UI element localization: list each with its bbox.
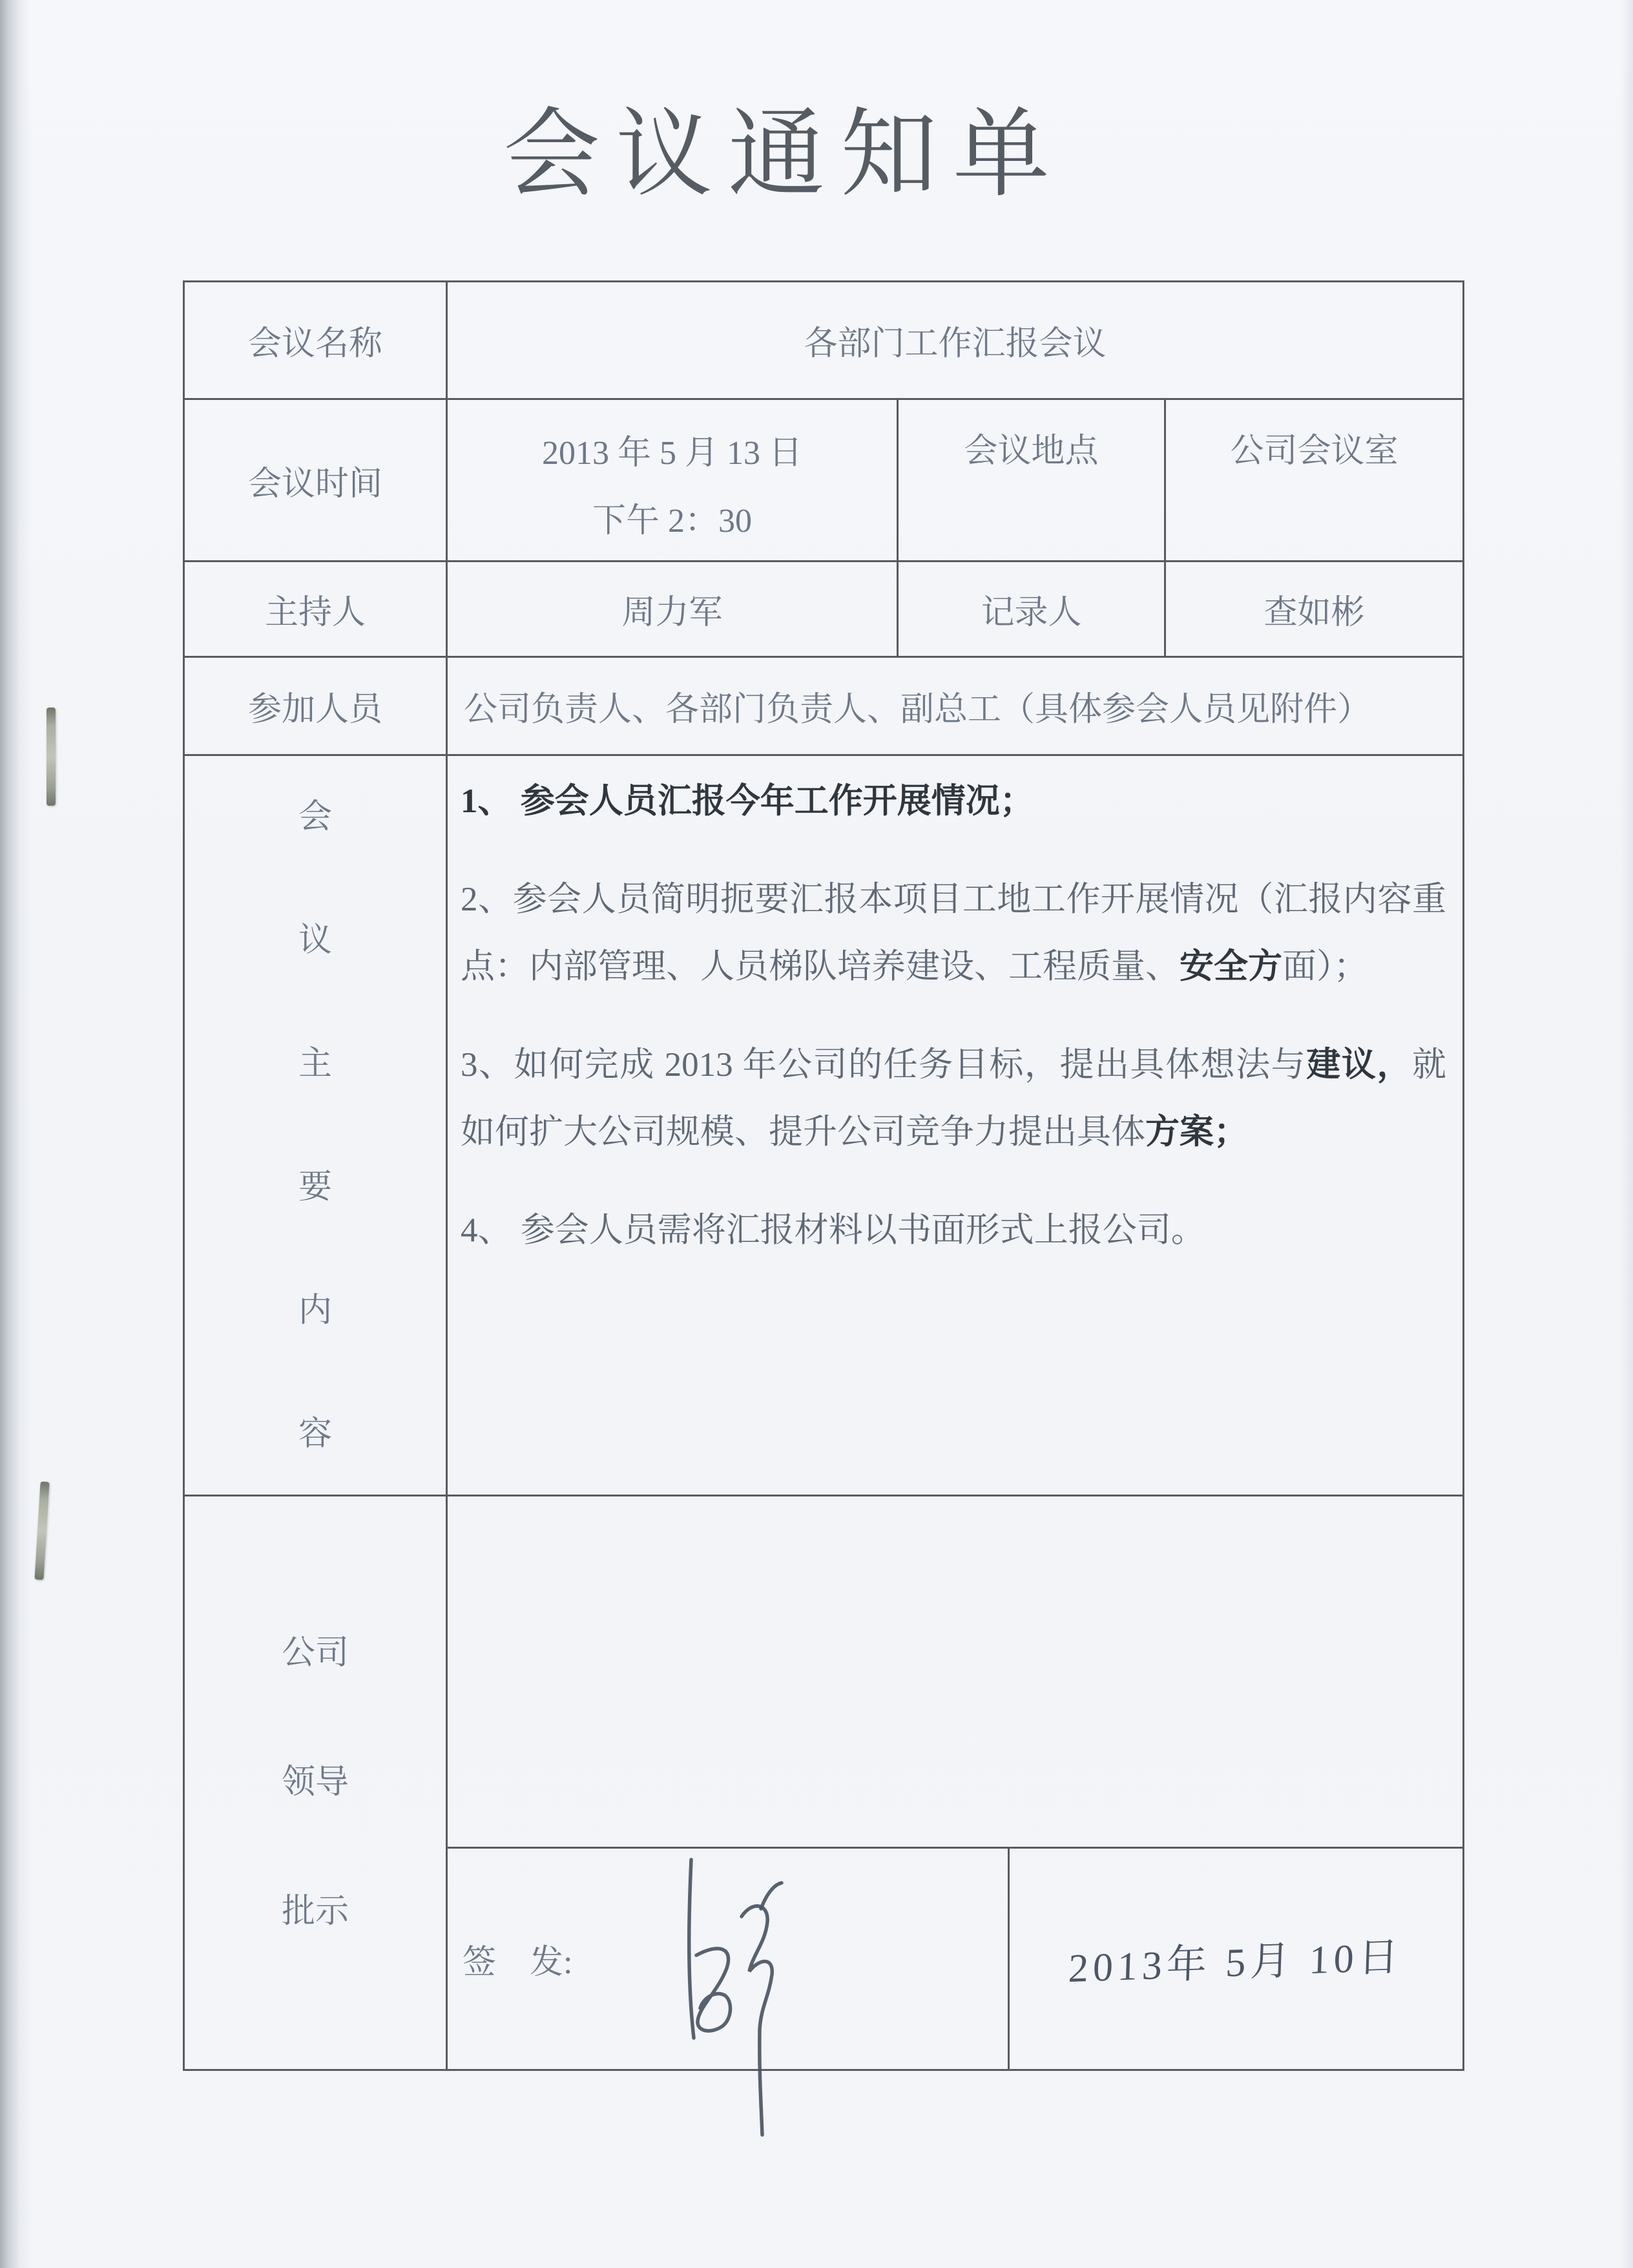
content-item: 2、参会人员简明扼要汇报本项目工地工作开展情况（汇报内容重点：内部管理、人员梯队培养建设、工程质量、安全方面）； <box>461 881 1446 985</box>
meeting-name-value: 各部门工作汇报会议 <box>448 282 1462 400</box>
meeting-notice-table <box>183 280 1464 2071</box>
host-label: 主持人 <box>185 562 448 658</box>
meeting-time-label: 会议时间 <box>185 400 448 562</box>
meeting-date-line: 2013 年 5 月 13 日 <box>541 435 802 472</box>
sign-issue-label: 签 发: <box>448 1849 1010 2069</box>
handwritten-signature <box>665 1845 807 2149</box>
content-label <box>185 756 448 1496</box>
leader-approval-blank <box>448 1496 1462 1849</box>
recorder-label: 记录人 <box>899 562 1166 658</box>
content-item: 3、如何完成 2013 年公司的任务目标，提出具体想法与建议，就如何扩大公司规模、提升公司竞争力提出具体方案； <box>461 1046 1447 1151</box>
staple-icon <box>47 708 56 806</box>
leader-approval-label <box>185 1496 448 2069</box>
content-label-char: 容 <box>298 1415 332 1453</box>
meeting-place-value: 公司会议室 <box>1166 400 1462 562</box>
leader-approval-label-line: 批示 <box>281 1893 349 1930</box>
page-title: 会议通知单 <box>503 101 1065 209</box>
recorder-value: 查如彬 <box>1166 562 1462 658</box>
content-label-char: 主 <box>298 1045 332 1082</box>
content-label-char: 要 <box>298 1168 332 1206</box>
participants-label: 参加人员 <box>185 658 448 756</box>
content-item: 1、 参会人员汇报今年工作开展情况； <box>461 782 1034 820</box>
participants-value: 公司负责人、各部门负责人、副总工（具体参会人员见附件） <box>448 658 1462 756</box>
sign-date-handwritten <box>1010 1849 1462 2069</box>
content-label-char: 议 <box>298 921 332 959</box>
page-edge-shadow <box>0 0 31 2268</box>
content-label-char: 会 <box>298 798 332 835</box>
content-item: 4、 参会人员需将汇报材料以书面形式上报公司。 <box>461 1212 1205 1249</box>
meeting-name-label: 会议名称 <box>185 282 448 400</box>
host-value: 周力军 <box>448 562 899 658</box>
leader-approval-label-line: 公司 <box>281 1635 349 1672</box>
meeting-hour-line: 下午 2：30 <box>592 503 752 540</box>
handwritten-date-text: 2013年 5月 10日 <box>1068 1935 1404 1991</box>
leader-approval-label-line: 领导 <box>281 1764 349 1801</box>
page-edge-shadow-right <box>1620 0 1633 2268</box>
content-label-char: 内 <box>298 1292 332 1329</box>
meeting-time-value <box>448 400 899 562</box>
staple-icon <box>34 1482 49 1580</box>
content-items <box>448 756 1462 1496</box>
meeting-place-label: 会议地点 <box>899 400 1166 562</box>
